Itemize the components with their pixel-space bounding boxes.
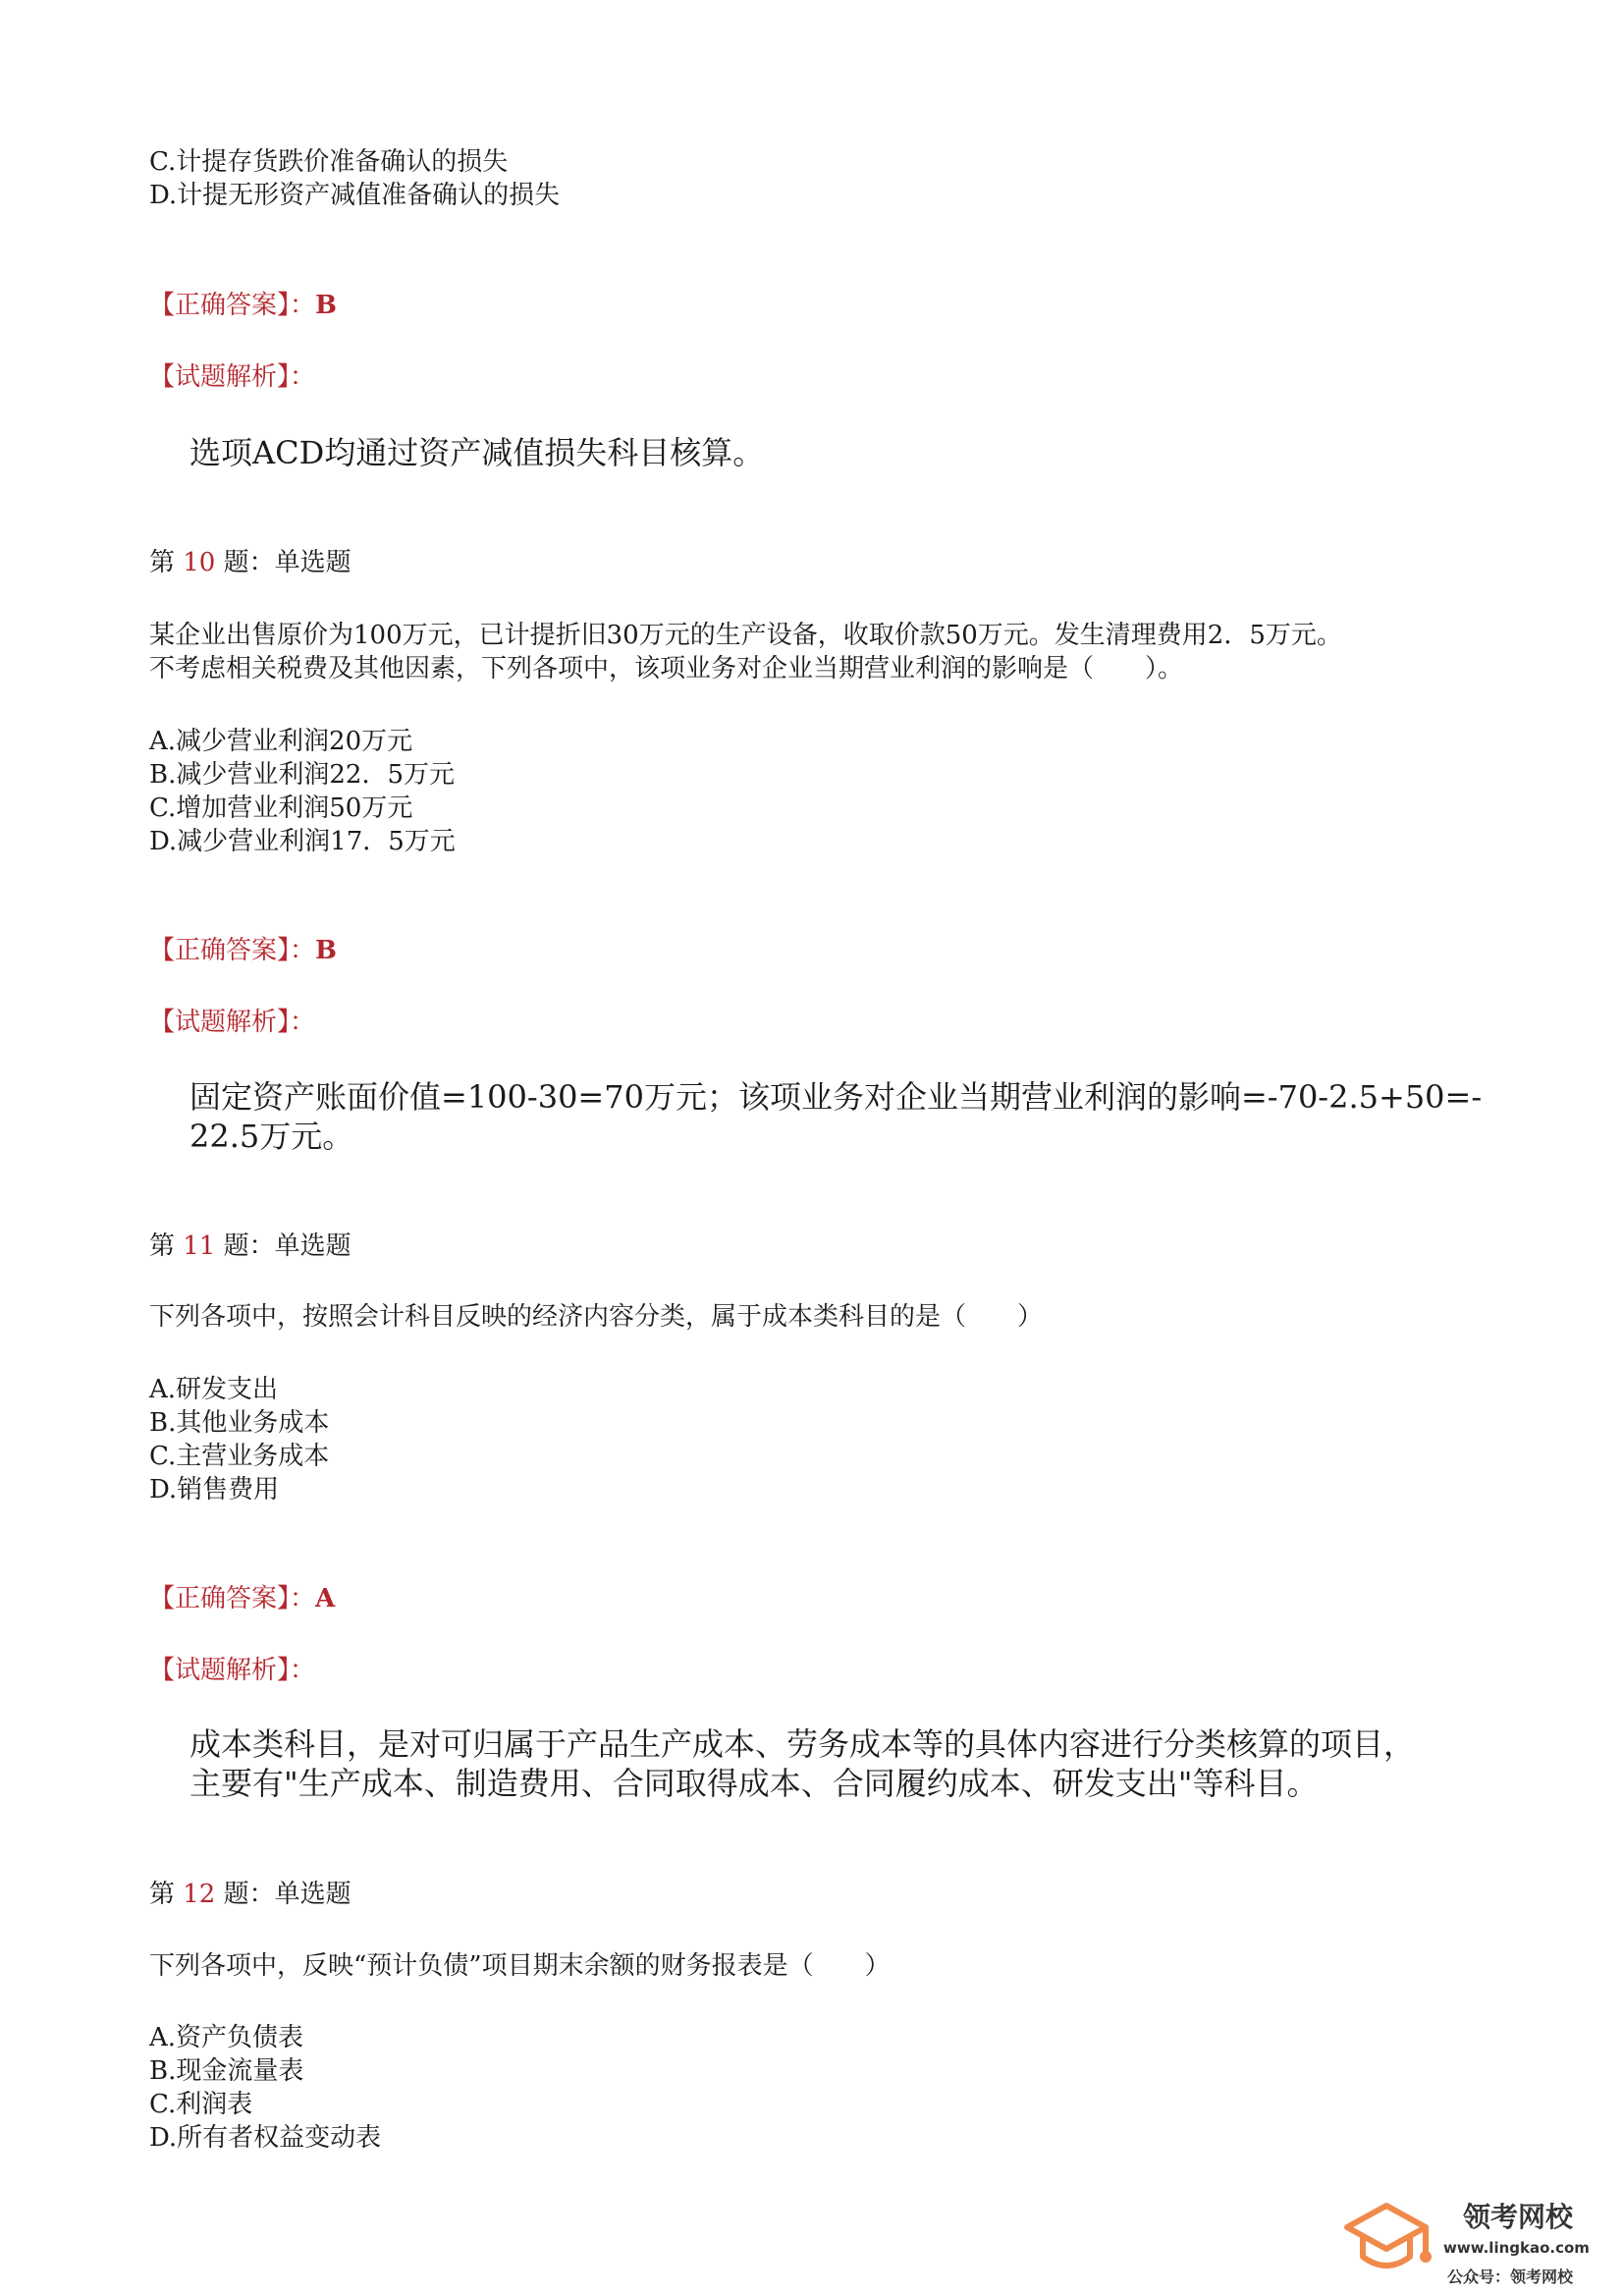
- logo-name: 领考网校: [1463, 2201, 1574, 2233]
- question-type: 题：单选题: [215, 1231, 352, 1261]
- question-type: 题：单选题: [215, 1880, 352, 1909]
- q9-option-d: D.计提无形资产减值准备确认的损失: [149, 181, 561, 210]
- q11-option-a: A.研发支出: [149, 1375, 279, 1404]
- q9-answer: [149, 289, 337, 322]
- q10-option-a: A.减少营业利润20万元: [149, 727, 413, 756]
- q10-header: [149, 546, 352, 579]
- q10-option-d: D.减少营业利润17．5万元: [149, 827, 456, 856]
- q12-option-a: A.资产负债表: [149, 2023, 304, 2052]
- q9-analysis-label: 【试题解析】：: [149, 362, 316, 392]
- q11-analysis-line-2: 主要有"生产成本、制造费用、合同取得成本、合同履约成本、研发支出"等科目。: [189, 1765, 1319, 1802]
- q11-option-d: D.销售费用: [149, 1475, 280, 1504]
- answer-value: A: [315, 1584, 336, 1613]
- q10-option-b: B.减少营业利润22．5万元: [149, 760, 455, 790]
- q10-analysis-line-1: 固定资产账面价值=100-30=70万元；该项业务对企业当期营业利润的影响=-70-2.5+50=-: [189, 1078, 1483, 1116]
- answer-label: 【正确答案】：: [149, 936, 316, 965]
- answer-value: B: [315, 291, 337, 320]
- q10-answer: [149, 934, 337, 967]
- question-number: 10: [183, 548, 216, 577]
- q12-stem: 下列各项中，反映“预计负债”项目期末余额的财务报表是（ ）: [149, 1951, 891, 1981]
- q11-stem: 下列各项中，按照会计科目反映的经济内容分类，属于成本类科目的是（ ）: [149, 1302, 1044, 1332]
- q11-option-b: B.其他业务成本: [149, 1408, 330, 1438]
- q10-analysis-line-2: 22.5万元。: [189, 1118, 354, 1155]
- question-prefix: 第: [149, 1231, 184, 1261]
- q9-option-c: C.计提存货跌价准备确认的损失: [149, 147, 509, 177]
- answer-label: 【正确答案】：: [149, 1584, 316, 1613]
- answer-value: B: [315, 936, 337, 965]
- question-number: 12: [183, 1880, 216, 1909]
- answer-label: 【正确答案】：: [149, 291, 316, 320]
- q10-option-c: C.增加营业利润50万元: [149, 793, 413, 823]
- logo-url: www.lingkao.com: [1443, 2239, 1590, 2257]
- logo-public-account: 公众号：领考网校: [1447, 2268, 1574, 2286]
- q10-stem-line-1: 某企业出售原价为100万元，已计提折旧30万元的生产设备，收取价款50万元。发生清理费用2．5万元。: [149, 621, 1342, 650]
- q9-analysis-text: 选项ACD均通过资产减值损失科目核算。: [189, 434, 765, 471]
- q11-analysis-label: 【试题解析】：: [149, 1656, 316, 1685]
- q10-stem-line-2: 不考虑相关税费及其他因素，下列各项中，该项业务对企业当期营业利润的影响是（ ）。: [149, 654, 1184, 683]
- q12-option-d: D.所有者权益变动表: [149, 2123, 382, 2153]
- question-number: 11: [183, 1231, 216, 1261]
- q11-option-c: C.主营业务成本: [149, 1442, 330, 1471]
- q11-header: [149, 1230, 352, 1263]
- q11-analysis-line-1: 成本类科目，是对可归属于产品生产成本、劳务成本等的具体内容进行分类核算的项目，: [189, 1725, 1416, 1763]
- q12-option-b: B.现金流量表: [149, 2056, 304, 2086]
- question-type: 题：单选题: [215, 548, 352, 577]
- question-prefix: 第: [149, 548, 184, 577]
- q10-analysis-label: 【试题解析】：: [149, 1008, 316, 1037]
- question-prefix: 第: [149, 1880, 184, 1909]
- q12-header: [149, 1878, 352, 1911]
- q12-option-c: C.利润表: [149, 2090, 253, 2119]
- q11-answer: [149, 1582, 335, 1615]
